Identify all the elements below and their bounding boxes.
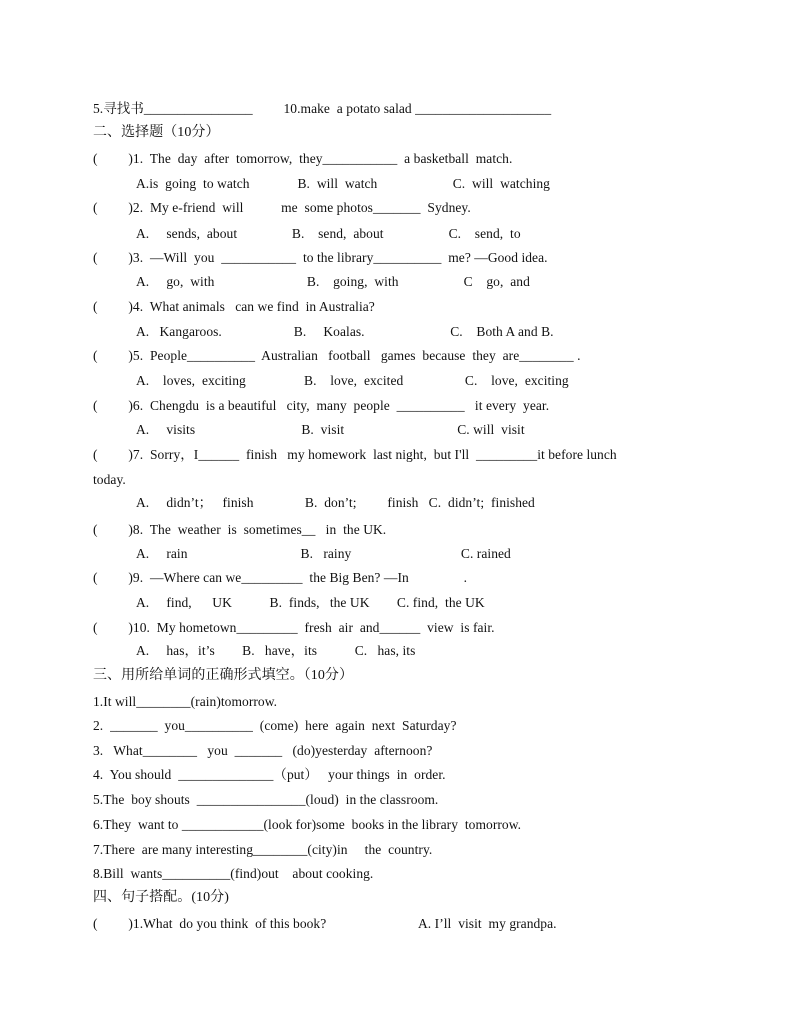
fill-item-1: 1.It will________(rain)tomorrow. [93, 694, 278, 709]
matching-item-1: ( )1.What do you think of this book? A. I’ll visit my grandpa. [93, 916, 557, 931]
question-9: ( )9. —Where can we_________ the Big Ben? —In . [93, 570, 468, 585]
options-2: A. sends, about B. send, about C. send, to [136, 226, 521, 241]
fill-item-5: 5.The boy shouts ________________(loud) in the classroom. [93, 792, 439, 807]
question-5: ( )5. People__________ Australian football games because they are________ . [93, 348, 581, 363]
options-9: A. find, UK B. finds, the UK C. find, the UK [136, 595, 485, 610]
fill-item-4: 4. You should ______________（put） your things in order. [93, 767, 446, 782]
question-7-continued: today. [93, 472, 126, 487]
options-3: A. go, with B. going, with C go, and [136, 274, 530, 289]
fill-item-8: 8.Bill wants__________(find)out about cooking. [93, 866, 374, 881]
fill-item-6: 6.They want to ____________(look for)some books in the library tomorrow. [93, 817, 522, 832]
options-6: A. visits B. visit C. will visit [136, 422, 525, 437]
options-5: A. loves, exciting B. love, excited C. love, exciting [136, 373, 569, 388]
fill-item-2: 2. _______ you__________ (come) here again next Saturday? [93, 718, 457, 733]
question-2: ( )2. My e-friend will me some photos_______ Sydney. [93, 200, 471, 215]
fill-item-7: 7.There are many interesting________(city)in the country. [93, 842, 433, 857]
options-4: A. Kangaroos. B. Koalas. C. Both A and B. [136, 324, 554, 339]
options-8: A. rain B. rainy C. rained [136, 546, 511, 561]
options-1: A.is going to watch B. will watch C. will watching [136, 176, 550, 191]
question-6: ( )6. Chengdu is a beautiful city, many people __________ it every year. [93, 398, 550, 413]
question-8: ( )8. The weather is sometimes__ in the UK. [93, 522, 387, 537]
section-heading-sentence-matching: 四、句子搭配。(10分) [93, 890, 229, 905]
question-7: ( )7. Sorry，I______ finish my homework last night, but I'll _________it before lunch [93, 447, 617, 462]
question-1: ( )1. The day after tomorrow, they___________ a basketball match. [93, 151, 513, 166]
section-heading-multiple-choice: 二、选择题（10分） [93, 125, 220, 140]
options-7: A. didn’t； finish B. don’t; finish C. didn’t; finished [136, 495, 535, 510]
question-10: ( )10. My hometown_________ fresh air and______ view is fair. [93, 620, 495, 635]
options-10: A. has，it’s B. have，its C. has, its [136, 643, 416, 658]
question-4: ( )4. What animals can we find in Australia? [93, 299, 375, 314]
section-heading-word-forms: 三、用所给单词的正确形式填空。（10分） [93, 668, 353, 683]
fill-line-5-and-10: 5.寻找书________________ 10.make a potato salad ____________________ [93, 101, 552, 116]
fill-item-3: 3. What________ you _______ (do)yesterday afternoon? [93, 743, 433, 758]
question-3: ( )3. —Will you ___________ to the library__________ me? —Good idea. [93, 250, 548, 265]
